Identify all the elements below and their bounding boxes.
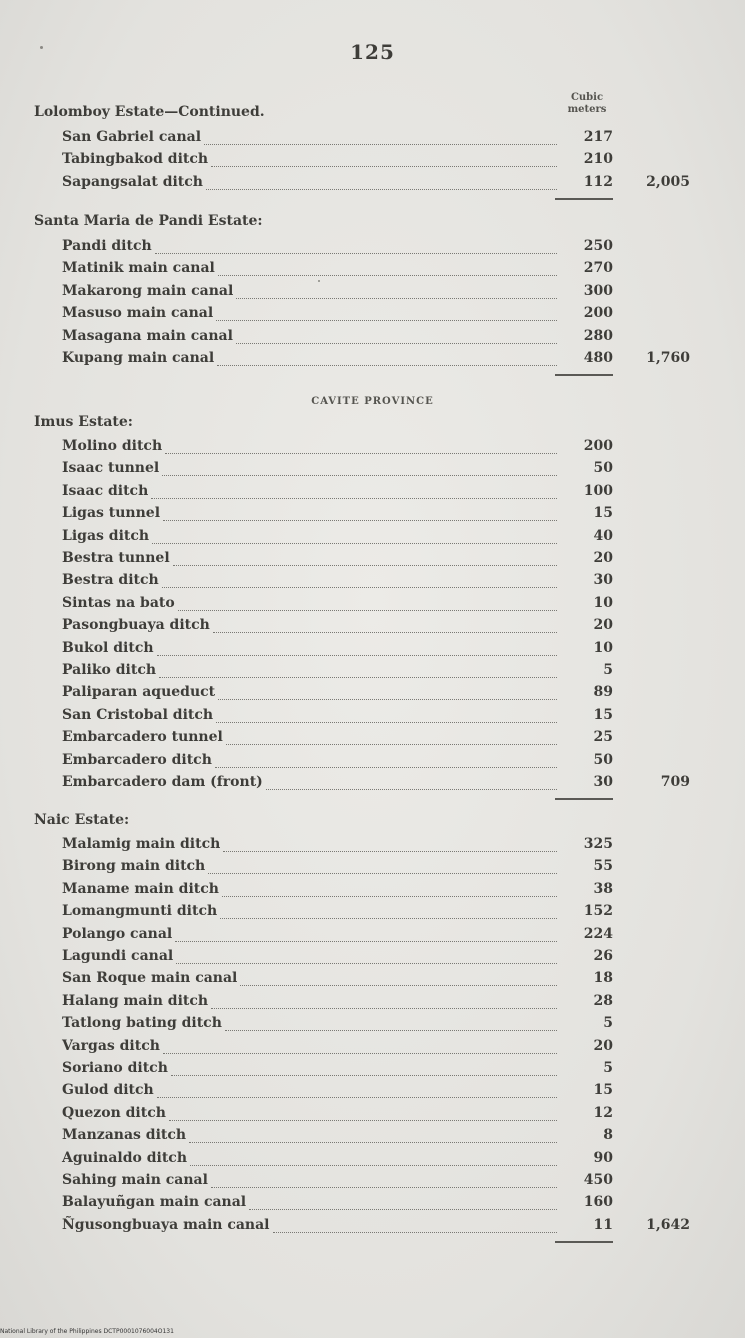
cubic-meters-value: 38 xyxy=(593,880,613,897)
channel-name: Sahing main canal xyxy=(62,1172,208,1188)
cubic-meters-value: 89 xyxy=(593,684,613,701)
table-row xyxy=(0,238,745,260)
dot-leader xyxy=(211,1008,557,1009)
cubic-meters-value: 10 xyxy=(593,639,613,656)
cubic-meters-value: 112 xyxy=(583,173,613,190)
dot-leader xyxy=(236,343,557,344)
channel-name: Isaac tunnel xyxy=(62,460,160,477)
channel-name: Quezon ditch xyxy=(62,1104,166,1121)
dot-leader xyxy=(178,610,557,611)
column-units-label xyxy=(562,92,612,116)
channel-name: Embarcadero tunnel xyxy=(62,729,223,746)
table-row xyxy=(0,174,745,196)
table-row xyxy=(0,505,745,527)
channel-name: Gulod ditch xyxy=(62,1082,154,1099)
cubic-meters-value: 224 xyxy=(583,925,613,942)
dot-leader xyxy=(152,543,557,544)
dot-leader xyxy=(215,767,557,768)
cubic-meters-value: 200 xyxy=(583,438,613,454)
table-row xyxy=(0,774,745,796)
table-row xyxy=(0,305,745,327)
dot-leader xyxy=(163,520,557,521)
cubic-meters-value: 15 xyxy=(593,1082,613,1099)
cubic-meters-value: 160 xyxy=(583,1194,613,1211)
table-row xyxy=(0,572,745,594)
table-row xyxy=(0,903,745,925)
channel-name: Kupang main canal xyxy=(62,350,215,366)
dot-leader xyxy=(159,677,557,678)
channel-name: Tabingbakod ditch xyxy=(62,151,209,168)
table-row xyxy=(0,617,745,639)
channel-name: Bestra ditch xyxy=(62,572,159,589)
province-heading: CAVITE PROVINCE xyxy=(311,396,434,407)
table-row xyxy=(0,528,745,550)
dot-leader xyxy=(222,896,557,897)
cubic-meters-value: 152 xyxy=(583,903,613,920)
channel-name: Paliko ditch xyxy=(62,662,157,678)
channel-name: Ligas ditch xyxy=(62,527,150,544)
table-row xyxy=(0,483,745,505)
dot-leader xyxy=(216,320,557,321)
channel-name: Malamig main ditch xyxy=(62,836,221,852)
dot-leader xyxy=(204,144,557,145)
dot-leader xyxy=(176,963,557,964)
cubic-meters-value: 40 xyxy=(593,527,613,544)
table-row xyxy=(0,283,745,305)
dot-leader xyxy=(223,851,557,852)
channel-name: Maname main ditch xyxy=(62,880,219,897)
cubic-meters-value: 50 xyxy=(593,751,613,768)
channel-name: Ligas tunnel xyxy=(62,505,161,522)
dot-leader xyxy=(211,1187,557,1188)
dot-leader xyxy=(220,918,557,919)
estate-total: 1,642 xyxy=(646,1216,690,1233)
cubic-meters-value: 30 xyxy=(593,572,613,589)
table-row xyxy=(0,460,745,482)
channel-name: San Roque main canal xyxy=(62,970,238,987)
channel-name: Tatlong bating ditch xyxy=(62,1015,222,1032)
dot-leader xyxy=(226,744,557,745)
channel-name: Soriano ditch xyxy=(62,1060,168,1076)
cubic-meters-value: 300 xyxy=(583,282,613,299)
cubic-meters-value: 250 xyxy=(583,238,613,254)
dot-leader xyxy=(206,189,557,190)
channel-name: Embarcadero ditch xyxy=(62,751,212,768)
subtotal-rule xyxy=(555,374,613,376)
table-row xyxy=(0,707,745,729)
cubic-meters-value: 200 xyxy=(583,305,613,322)
cubic-meters-value: 270 xyxy=(583,260,613,277)
table-row xyxy=(0,640,745,662)
estate-total: 2,005 xyxy=(646,173,690,190)
table-row xyxy=(0,1015,745,1037)
dot-leader xyxy=(273,1232,557,1233)
channel-name: Balayuñgan main canal xyxy=(62,1194,247,1211)
cubic-meters-value: 8 xyxy=(603,1127,613,1144)
dot-leader xyxy=(217,365,557,366)
table-row xyxy=(0,595,745,617)
table-row xyxy=(0,729,745,751)
dot-leader xyxy=(155,253,557,254)
page-number: 125 xyxy=(350,40,395,64)
subtotal-rule xyxy=(555,198,613,200)
channel-name: Paliparan aqueduct xyxy=(62,684,216,701)
table-row xyxy=(0,684,745,706)
cubic-meters-value: 5 xyxy=(603,1060,613,1076)
estate-total: 709 xyxy=(660,774,690,790)
channel-name: Molino ditch xyxy=(62,438,163,454)
dot-leader xyxy=(165,453,557,454)
cubic-meters-value: 26 xyxy=(593,948,613,964)
cubic-meters-value: 100 xyxy=(583,482,613,499)
dot-leader xyxy=(173,565,557,566)
cubic-meters-value: 20 xyxy=(593,1037,613,1054)
cubic-meters-value: 5 xyxy=(603,1015,613,1032)
table-row xyxy=(0,438,745,460)
archive-footer: National Library of the Philippines DCTP0001076004O131 xyxy=(0,1328,174,1335)
cubic-meters-value: 11 xyxy=(593,1216,613,1233)
channel-name: Polango canal xyxy=(62,925,173,942)
channel-name: San Cristobal ditch xyxy=(62,706,214,723)
estate-heading: Lolomboy Estate—Continued. xyxy=(34,104,265,120)
cubic-meters-value: 217 xyxy=(583,129,613,145)
cubic-meters-value: 15 xyxy=(593,706,613,723)
table-row xyxy=(0,1217,745,1239)
channel-name: Bukol ditch xyxy=(62,639,154,656)
cubic-meters-value: 25 xyxy=(593,729,613,746)
channel-name: San Gabriel canal xyxy=(62,129,202,145)
channel-name: Vargas ditch xyxy=(62,1037,160,1054)
table-row xyxy=(0,328,745,350)
cubic-meters-value: 50 xyxy=(593,460,613,477)
channel-name: Makarong main canal xyxy=(62,282,234,299)
dot-leader xyxy=(151,498,557,499)
table-row xyxy=(0,858,745,880)
channel-name: Bestra tunnel xyxy=(62,550,170,566)
units-line-2: meters xyxy=(567,104,607,115)
dot-leader xyxy=(190,1165,557,1166)
channel-name: Isaac ditch xyxy=(62,482,149,499)
dot-leader xyxy=(249,1209,557,1210)
table-row xyxy=(0,1194,745,1216)
estate-heading: Naic Estate: xyxy=(34,812,130,828)
dot-leader xyxy=(240,985,557,986)
estate-total: 1,760 xyxy=(646,350,690,366)
print-speck xyxy=(318,280,320,282)
table-row xyxy=(0,752,745,774)
table-row xyxy=(0,1127,745,1149)
cubic-meters-value: 450 xyxy=(583,1172,613,1188)
cubic-meters-value: 55 xyxy=(593,858,613,875)
cubic-meters-value: 210 xyxy=(583,151,613,168)
dot-leader xyxy=(157,1097,557,1098)
dot-leader xyxy=(216,722,557,723)
table-row xyxy=(0,662,745,684)
cubic-meters-value: 12 xyxy=(593,1104,613,1121)
subtotal-rule xyxy=(555,1241,613,1243)
table-row xyxy=(0,260,745,282)
table-row xyxy=(0,151,745,173)
channel-name: Lagundi canal xyxy=(62,948,174,964)
cubic-meters-value: 15 xyxy=(593,505,613,522)
channel-name: Manzanas ditch xyxy=(62,1127,187,1144)
cubic-meters-value: 30 xyxy=(593,774,613,790)
table-row xyxy=(0,881,745,903)
dot-leader xyxy=(169,1120,557,1121)
channel-name: Matinik main canal xyxy=(62,260,215,277)
cubic-meters-value: 20 xyxy=(593,550,613,566)
dot-leader xyxy=(208,873,557,874)
estate-heading: Imus Estate: xyxy=(34,414,133,430)
dot-leader xyxy=(162,475,557,476)
subtotal-rule xyxy=(555,798,613,800)
channel-name: Sapangsalat ditch xyxy=(62,173,203,190)
cubic-meters-value: 480 xyxy=(583,350,613,366)
table-row xyxy=(0,550,745,572)
estate-heading: Santa Maria de Pandi Estate: xyxy=(34,213,263,229)
channel-name: Sintas na bato xyxy=(62,594,175,611)
dot-leader xyxy=(213,632,557,633)
dot-leader xyxy=(171,1075,557,1076)
dot-leader xyxy=(157,655,557,656)
dot-leader xyxy=(189,1142,557,1143)
cubic-meters-value: 325 xyxy=(583,836,613,852)
units-line-1: Cubic xyxy=(570,92,604,103)
table-row xyxy=(0,129,745,151)
dot-leader xyxy=(225,1030,557,1031)
table-row xyxy=(0,1150,745,1172)
cubic-meters-value: 5 xyxy=(603,662,613,678)
print-speck xyxy=(40,46,43,49)
channel-name: Embarcadero dam (front) xyxy=(62,774,263,790)
table-row xyxy=(0,836,745,858)
dot-leader xyxy=(218,699,557,700)
channel-name: Ñgusongbuaya main canal xyxy=(62,1216,270,1233)
table-row xyxy=(0,1172,745,1194)
cubic-meters-value: 280 xyxy=(583,327,613,344)
channel-name: Aguinaldo ditch xyxy=(62,1149,187,1166)
channel-name: Masagana main canal xyxy=(62,327,233,344)
table-row xyxy=(0,970,745,992)
channel-name: Birong main ditch xyxy=(62,858,206,875)
channel-name: Halang main ditch xyxy=(62,992,209,1009)
channel-name: Lomangmunti ditch xyxy=(62,903,218,920)
table-row xyxy=(0,350,745,372)
table-row xyxy=(0,948,745,970)
dot-leader xyxy=(218,275,557,276)
table-row xyxy=(0,1105,745,1127)
dot-leader xyxy=(162,587,557,588)
dot-leader xyxy=(266,789,557,790)
dot-leader xyxy=(211,166,557,167)
table-row xyxy=(0,993,745,1015)
channel-name: Pandi ditch xyxy=(62,238,152,254)
cubic-meters-value: 28 xyxy=(593,992,613,1009)
cubic-meters-value: 90 xyxy=(593,1149,613,1166)
table-row xyxy=(0,1060,745,1082)
table-row xyxy=(0,1082,745,1104)
cubic-meters-value: 20 xyxy=(593,617,613,634)
channel-name: Pasongbuaya ditch xyxy=(62,617,210,634)
table-row xyxy=(0,1038,745,1060)
cubic-meters-value: 10 xyxy=(593,594,613,611)
dot-leader xyxy=(236,298,557,299)
channel-name: Masuso main canal xyxy=(62,305,214,322)
cubic-meters-value: 18 xyxy=(593,970,613,987)
table-row xyxy=(0,926,745,948)
dot-leader xyxy=(163,1053,557,1054)
dot-leader xyxy=(175,941,557,942)
